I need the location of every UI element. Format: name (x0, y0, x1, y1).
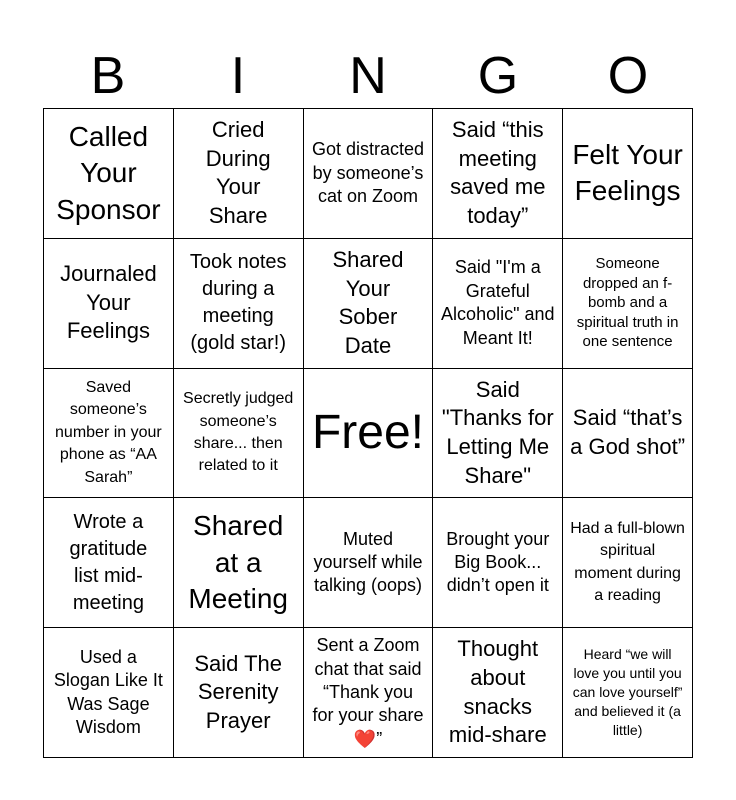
bingo-cell[interactable] (304, 239, 434, 369)
cell-text: Thought about snacks mid-share (448, 636, 547, 748)
bingo-grid (43, 108, 693, 758)
bingo-cell[interactable] (304, 628, 434, 758)
bingo-cell[interactable] (563, 498, 693, 628)
bingo-cell[interactable] (174, 239, 304, 369)
cell-text: Used a Slogan Like It Was Sage Wisdom (53, 646, 163, 737)
header-letter-g: G (477, 47, 519, 105)
cell-text: Saved someone’s number in your phone as “AA Sarah” (55, 379, 162, 486)
bingo-header (43, 46, 693, 106)
cell-text: Got distracted by someone’s cat on Zoom (311, 139, 425, 207)
cell-text: Cried During Your Share (205, 117, 271, 228)
bingo-cell[interactable] (44, 109, 174, 239)
cell-text: Brought your Big Book... didn’t open it (446, 528, 550, 596)
cell-text: Muted yourself while talking (oops) (313, 528, 423, 596)
header-letter-n: N (349, 47, 387, 105)
bingo-cell[interactable] (44, 628, 174, 758)
bingo-cell[interactable] (44, 498, 174, 628)
bingo-cell[interactable] (433, 369, 563, 499)
header-letter-o: O (607, 47, 649, 105)
bingo-cell[interactable] (563, 109, 693, 239)
cell-text: Said "I'm a Grateful Alcoholic" and Meant It! (441, 257, 555, 348)
cell-text: Called Your Sponsor (56, 120, 161, 225)
free-space: Free! (311, 405, 424, 459)
bingo-cell[interactable] (44, 369, 174, 499)
cell-text: Had a full-blown spiritual moment during a reading (570, 520, 685, 605)
bingo-cell[interactable] (304, 498, 434, 628)
cell-text: Journaled Your Feelings (60, 261, 157, 344)
cell-text: Wrote a gratitude list mid-meeting (69, 510, 148, 614)
bingo-cell[interactable] (433, 628, 563, 758)
cell-text: Heard “we will love you until you can love yourself” and believed it (a little) (572, 646, 683, 738)
bingo-cell[interactable] (563, 369, 693, 499)
bingo-cell[interactable] (174, 369, 304, 499)
cell-text: Secretly judged someone’s share... then related to it (183, 390, 294, 475)
bingo-cell[interactable] (563, 628, 693, 758)
bingo-cell[interactable] (304, 369, 434, 499)
cell-text: Said "Thanks for Letting Me Share" (441, 376, 554, 488)
cell-text: Said “this meeting saved me today” (450, 117, 546, 228)
header-letter-b: B (90, 47, 126, 105)
bingo-cell[interactable] (174, 109, 304, 239)
bingo-cell[interactable] (174, 628, 304, 758)
bingo-cell[interactable] (433, 109, 563, 239)
cell-text: Felt Your Feelings (572, 139, 683, 207)
cell-text: Sent a Zoom chat that said “Thank you for your share ❤️” (312, 635, 424, 749)
bingo-cell[interactable] (433, 498, 563, 628)
bingo-cell[interactable] (44, 239, 174, 369)
cell-text: Said The Serenity Prayer (194, 650, 283, 733)
cell-text: Shared Your Sober Date (332, 247, 404, 358)
cell-text: Someone dropped an f-bomb and a spiritual truth in one sentence (576, 255, 679, 351)
bingo-cell[interactable] (563, 239, 693, 369)
bingo-cell[interactable] (304, 109, 434, 239)
bingo-cell[interactable] (433, 239, 563, 369)
cell-text: Shared at a Meeting (188, 510, 288, 614)
cell-text: Said “that’s a God shot” (570, 405, 686, 459)
bingo-cell[interactable] (174, 498, 304, 628)
cell-text: Took notes during a meeting (gold star!) (189, 251, 287, 355)
header-letter-i: I (230, 47, 246, 105)
